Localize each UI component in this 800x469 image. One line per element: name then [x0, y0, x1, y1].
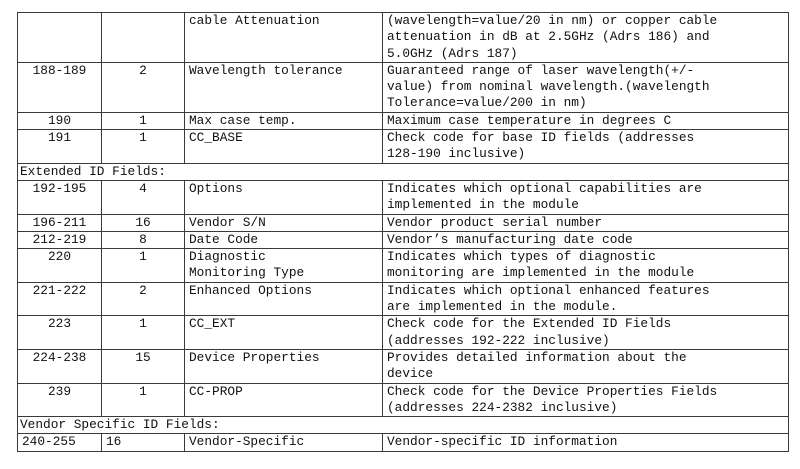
size-cell: 1: [102, 383, 185, 417]
description-cell: Check code for base ID fields (addresses 128-190 inclusive): [383, 130, 789, 164]
field-name-cell: cable Attenuation: [185, 13, 383, 63]
description-cell: (wavelength=value/20 in nm) or copper cable attenuation in dB at 2.5GHz (Adrs 186) and 5.0GHz (Adrs 187): [383, 13, 789, 63]
section-header: Extended ID Fields:: [18, 163, 789, 180]
field-name-cell: Max case temp.: [185, 112, 383, 129]
size-cell: 1: [102, 316, 185, 350]
size-cell: 4: [102, 180, 185, 214]
description-cell: Provides detailed information about the device: [383, 349, 789, 383]
register-map-body: [18, 13, 789, 452]
register-map-table: [17, 12, 789, 452]
field-name-cell: Device Properties: [185, 349, 383, 383]
description-cell: Vendor product serial number: [383, 214, 789, 231]
field-name-cell: Vendor-Specific: [185, 434, 383, 451]
table-row: [18, 383, 789, 417]
description-cell: Maximum case temperature in degrees C: [383, 112, 789, 129]
address-cell: 220: [18, 249, 102, 283]
section-header: Vendor Specific ID Fields:: [18, 417, 789, 434]
size-cell: 8: [102, 231, 185, 248]
description-cell: Check code for the Extended ID Fields (addresses 192-222 inclusive): [383, 316, 789, 350]
table-row: [18, 249, 789, 283]
size-cell: [102, 13, 185, 63]
address-cell: 224-238: [18, 349, 102, 383]
table-row: [18, 130, 789, 164]
size-cell: 1: [102, 249, 185, 283]
size-cell: 16: [102, 434, 185, 451]
table-row: [18, 180, 789, 214]
table-row: [18, 13, 789, 63]
address-cell: 191: [18, 130, 102, 164]
address-cell: 239: [18, 383, 102, 417]
address-cell: 221-222: [18, 282, 102, 316]
address-cell: 240-255: [18, 434, 102, 451]
size-cell: 2: [102, 62, 185, 112]
section-header-row: [18, 163, 789, 180]
table-row: [18, 231, 789, 248]
description-cell: Vendor’s manufacturing date code: [383, 231, 789, 248]
address-cell: 223: [18, 316, 102, 350]
address-cell: 190: [18, 112, 102, 129]
table-row: [18, 282, 789, 316]
field-name-cell: Enhanced Options: [185, 282, 383, 316]
field-name-cell: CC_BASE: [185, 130, 383, 164]
field-name-cell: Vendor S/N: [185, 214, 383, 231]
size-cell: 2: [102, 282, 185, 316]
table-row: [18, 112, 789, 129]
description-cell: Indicates which types of diagnostic monitoring are implemented in the module: [383, 249, 789, 283]
address-cell: 188-189: [18, 62, 102, 112]
field-name-cell: CC_EXT: [185, 316, 383, 350]
address-cell: 192-195: [18, 180, 102, 214]
field-name-cell: CC-PROP: [185, 383, 383, 417]
field-name-cell: Date Code: [185, 231, 383, 248]
address-cell: [18, 13, 102, 63]
table-row: [18, 316, 789, 350]
description-cell: Guaranteed range of laser wavelength(+/- value) from nominal wavelength.(wavelength Tolerance=value/200 in nm): [383, 62, 789, 112]
description-cell: Indicates which optional capabilities are implemented in the module: [383, 180, 789, 214]
table-row: [18, 62, 789, 112]
table-row: [18, 349, 789, 383]
field-name-cell: Diagnostic Monitoring Type: [185, 249, 383, 283]
description-cell: Vendor-specific ID information: [383, 434, 789, 451]
size-cell: 1: [102, 130, 185, 164]
description-cell: Indicates which optional enhanced features are implemented in the module.: [383, 282, 789, 316]
address-cell: 196-211: [18, 214, 102, 231]
section-header-row: [18, 417, 789, 434]
size-cell: 16: [102, 214, 185, 231]
field-name-cell: Wavelength tolerance: [185, 62, 383, 112]
description-cell: Check code for the Device Properties Fields (addresses 224-2382 inclusive): [383, 383, 789, 417]
address-cell: 212-219: [18, 231, 102, 248]
field-name-cell: Options: [185, 180, 383, 214]
size-cell: 1: [102, 112, 185, 129]
size-cell: 15: [102, 349, 185, 383]
table-row: [18, 434, 789, 451]
table-row: [18, 214, 789, 231]
